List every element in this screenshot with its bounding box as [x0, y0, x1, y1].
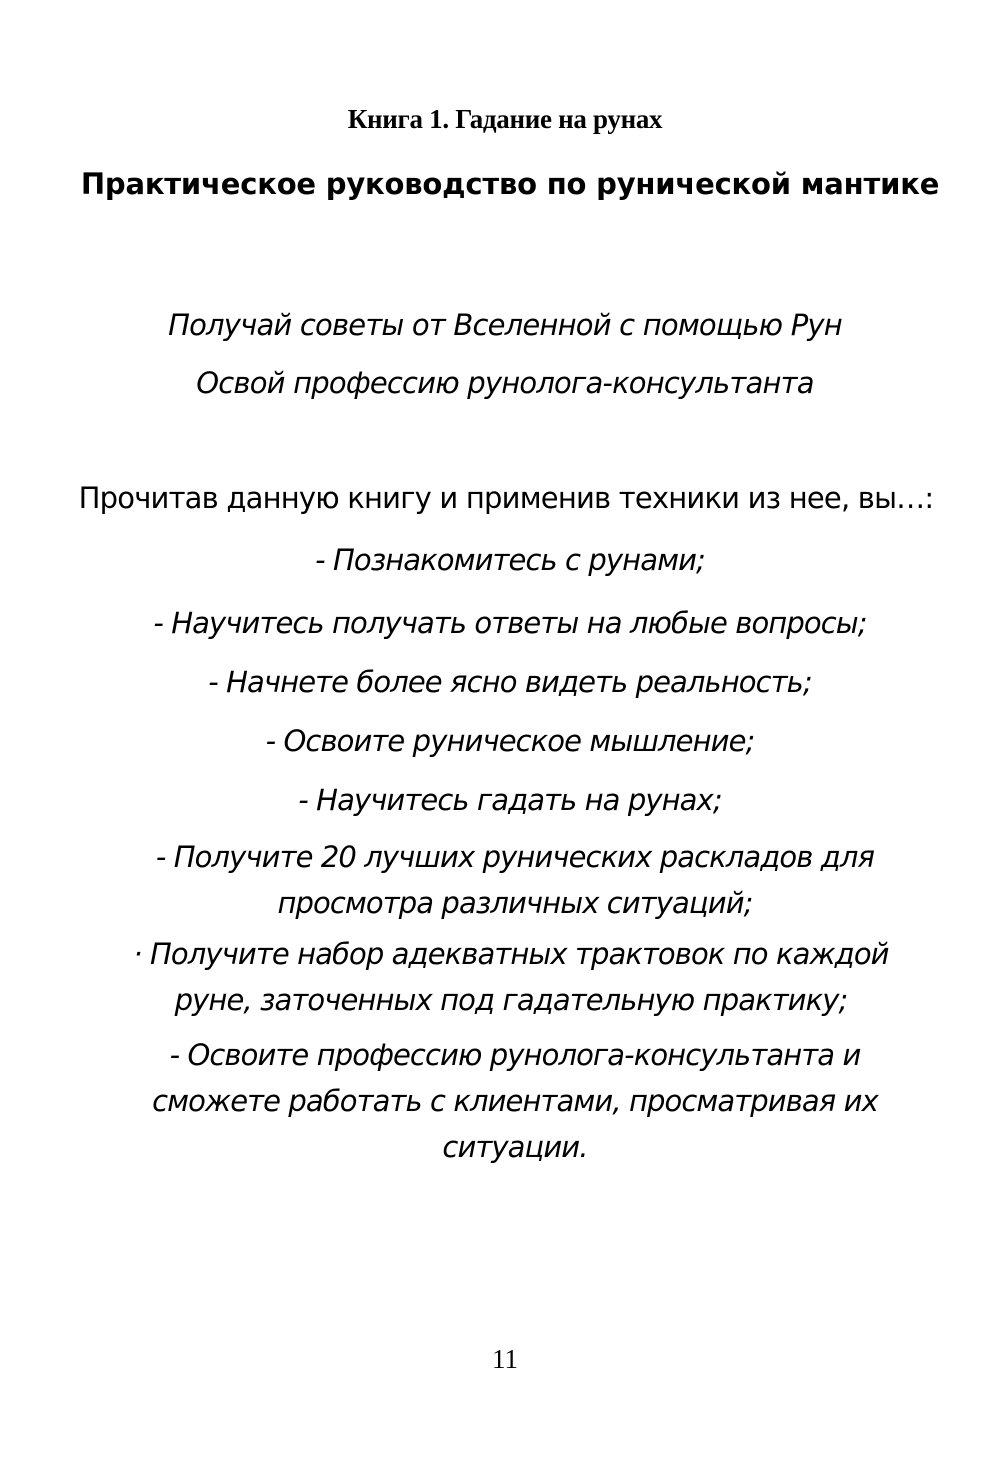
slogan-line: Освой профессию рунолога-консультанта [196, 366, 814, 400]
benefit-item: - Начнете более ясно видеть реальность; [208, 665, 812, 699]
benefit-item: - Научитесь получать ответы на любые вопросы; [153, 606, 867, 640]
benefit-item: - Получите 20 лучших рунических раскладов для просмотра различных ситуаций; [155, 840, 875, 920]
page-subtitle: Практическое руководство по рунической мантике [80, 167, 940, 201]
benefit-item: - Освоите руническое мышление; [265, 724, 755, 758]
page-number: 11 [492, 1344, 518, 1374]
slogan-line: Получай советы от Вселенной с помощью Рун [168, 308, 842, 342]
benefits-intro: Прочитав данную книгу и применив техники из нее, вы…: [78, 481, 934, 515]
book-title: Книга 1. Гадание на рунах [347, 104, 663, 134]
benefit-item: - Познакомитесь с рунами; [315, 543, 705, 577]
benefit-item: - Освоите профессию рунолога-консультанта и сможете работать с клиентами, просматривая их ситуации. [152, 1038, 878, 1164]
benefit-item: - Научитесь гадать на рунах; [298, 783, 722, 817]
benefit-item: · Получите набор адекватных трактовок по каждой руне, заточенных под гадательную практику; [133, 937, 889, 1017]
